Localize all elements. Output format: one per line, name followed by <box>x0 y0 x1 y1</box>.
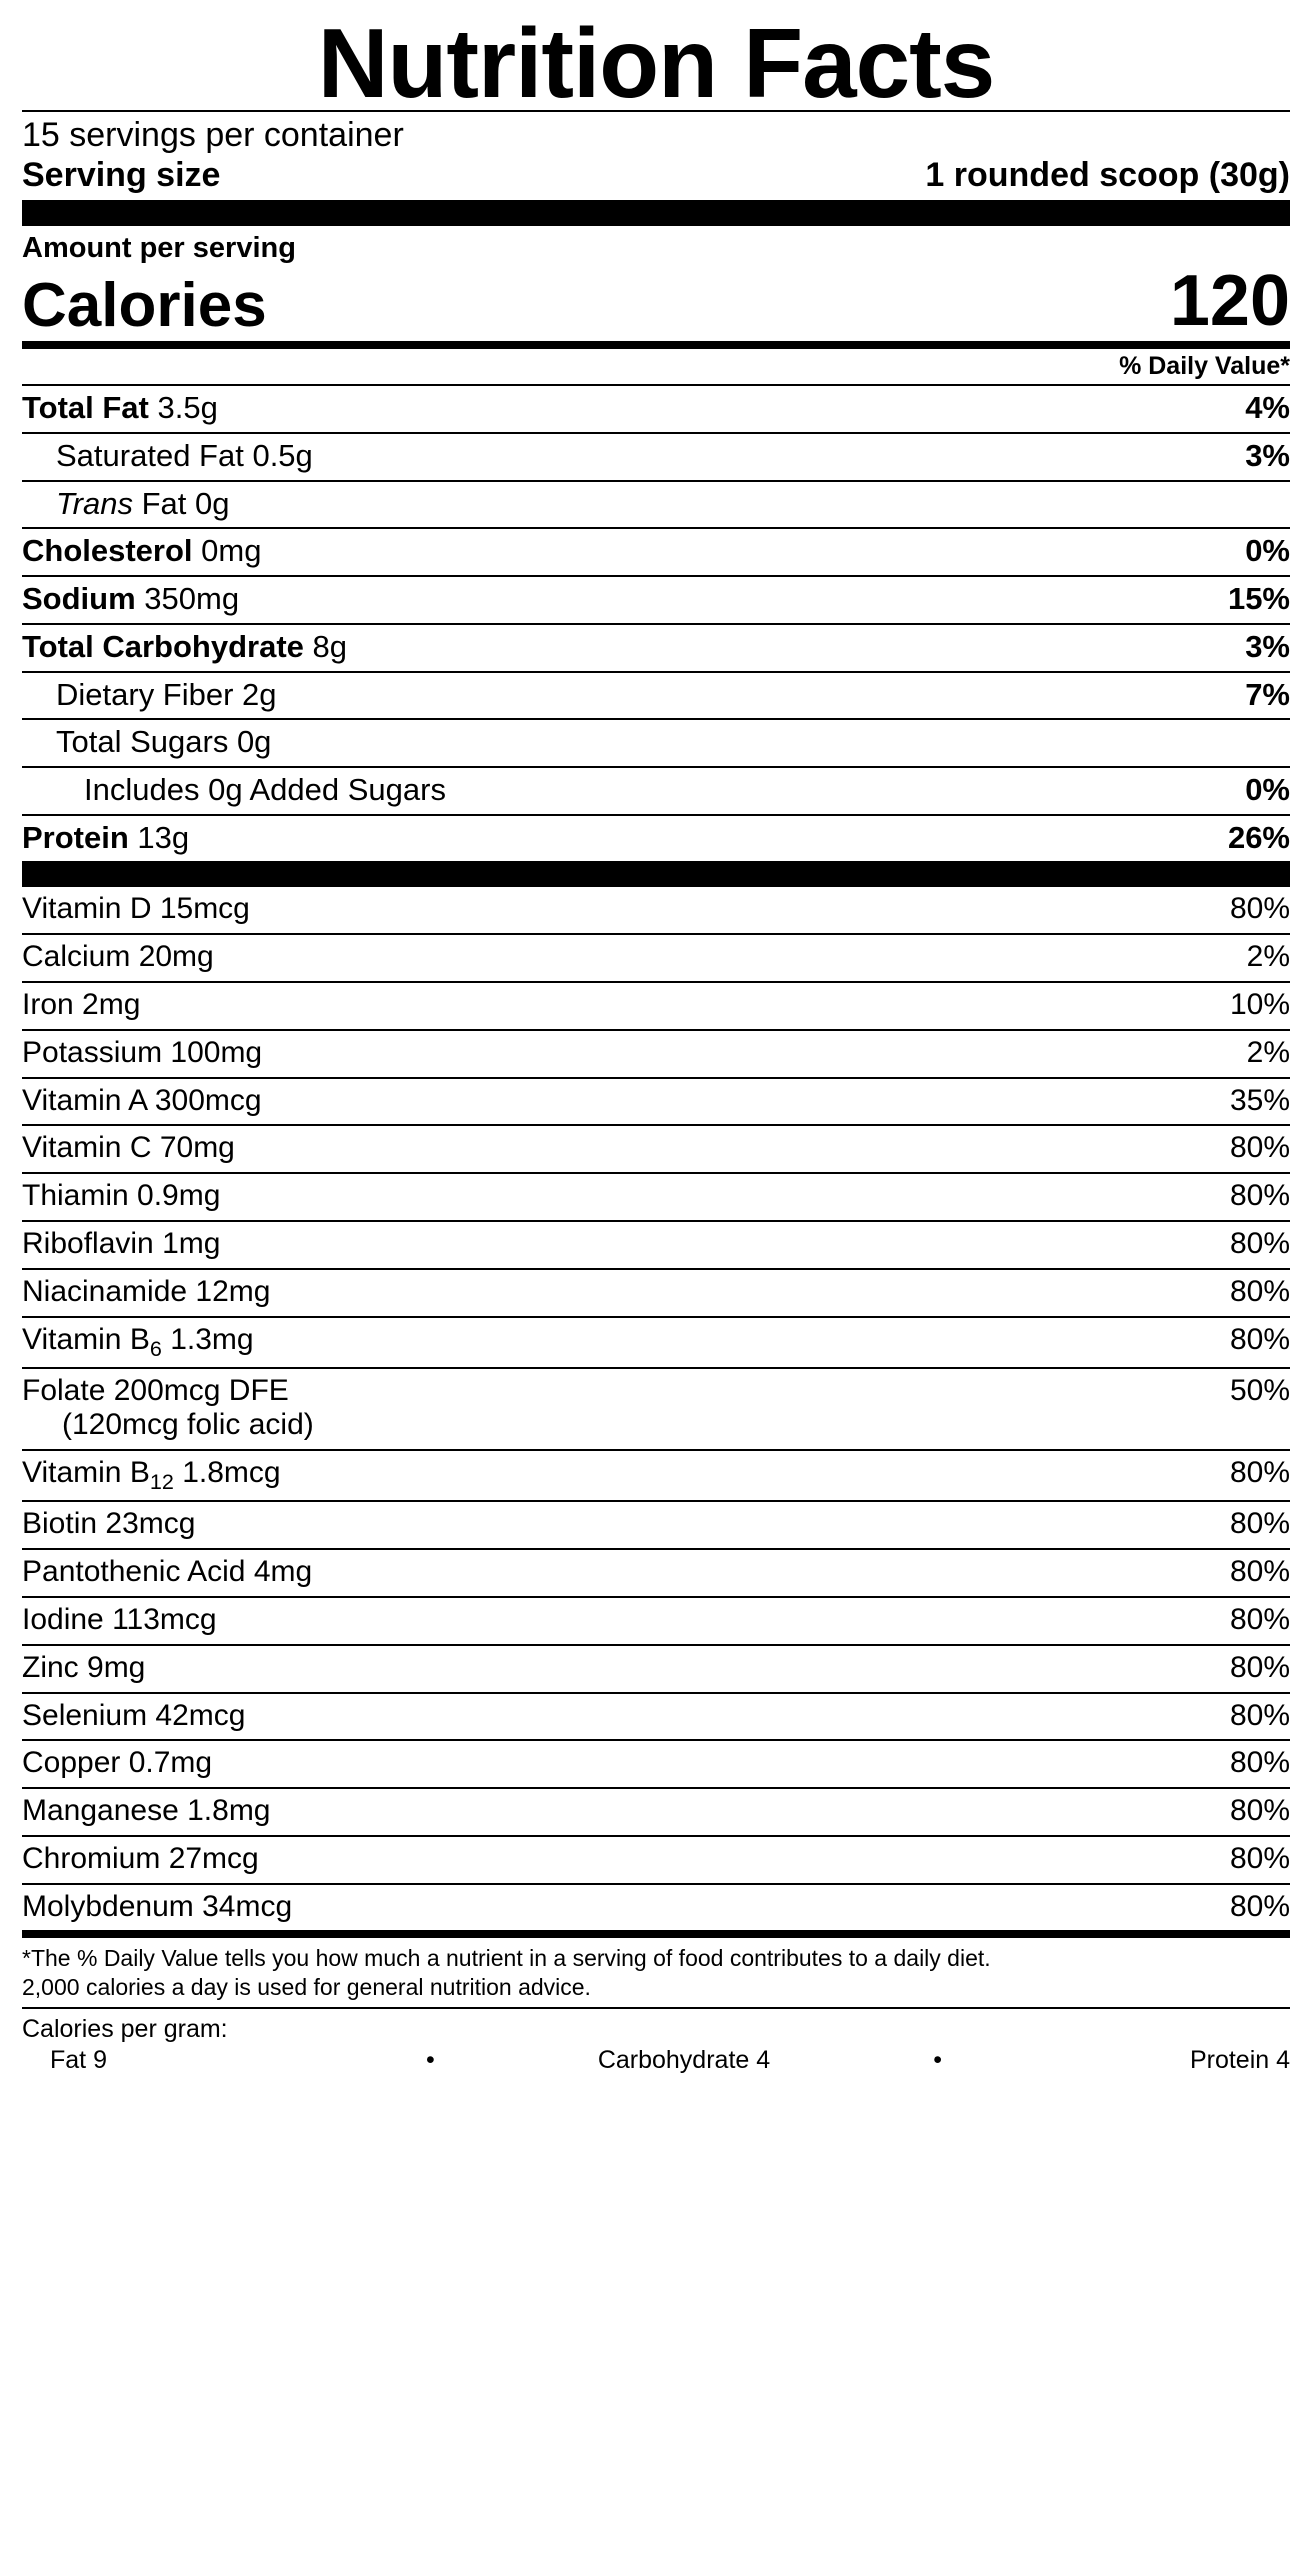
vitamin-daily-value: 80% <box>1229 1746 1290 1780</box>
serving-size-value: 1 rounded scoop (30g) <box>925 156 1290 195</box>
vitamin-row <box>22 1172 1290 1220</box>
nutrient-amount: 350mg <box>135 581 240 617</box>
vitamin-row <box>22 1268 1290 1316</box>
vitamin-amount: 1.8mcg <box>173 1456 281 1490</box>
nutrient-amount: 2g <box>233 676 277 712</box>
nutrient-label: Cholesterol <box>22 533 193 569</box>
nutrient-daily-value: 3% <box>1245 437 1290 473</box>
vitamin-label: Iodine 113mcg <box>22 1602 217 1636</box>
nutrient-name <box>22 773 456 808</box>
nutrient-daily-value: 0% <box>1245 533 1290 569</box>
calories-row <box>22 261 1290 342</box>
nutrient-row <box>22 575 1290 623</box>
nutrient-amount: 0g Added Sugars <box>199 772 446 808</box>
nutrient-row <box>22 432 1290 480</box>
vitamin-label: Molybdenum 34mcg <box>22 1889 293 1923</box>
vitamin-name <box>22 1275 270 1310</box>
cpg-separator-1: • <box>426 2046 435 2075</box>
vitamin-label: Thiamin 0.9mg <box>22 1179 221 1213</box>
nutrient-row <box>22 480 1290 528</box>
vitamin-daily-value: 80% <box>1229 1555 1290 1589</box>
divider-thick-under-protein <box>22 861 1290 887</box>
main-nutrient-list <box>22 384 1290 861</box>
vitamin-name <box>22 1794 271 1829</box>
vitamin-label: Calcium 20mg <box>22 940 214 974</box>
serving-size-row <box>22 156 1290 200</box>
nutrient-row <box>22 384 1290 432</box>
nutrient-label: Protein <box>22 819 129 855</box>
vitamin-daily-value: 80% <box>1229 1650 1290 1684</box>
vitamin-row <box>22 1367 1290 1450</box>
nutrient-row <box>22 623 1290 671</box>
vitamin-daily-value: 10% <box>1229 988 1290 1022</box>
vitamin-name <box>22 1651 145 1686</box>
nutrient-name <box>22 391 228 426</box>
nutrient-label: Total Fat <box>22 390 149 426</box>
page-title: Nutrition Facts <box>317 8 995 118</box>
nutrient-amount: 3.5g <box>148 390 218 426</box>
nutrient-daily-value: 26% <box>1227 819 1290 855</box>
vitamin-row <box>22 981 1290 1029</box>
nutrient-name <box>22 678 287 713</box>
vitamin-row <box>22 1449 1290 1500</box>
vitamin-daily-value: 35% <box>1229 1083 1290 1117</box>
vitamin-name <box>22 1227 220 1262</box>
vitamin-daily-value: 80% <box>1229 1456 1290 1490</box>
vitamin-row <box>22 1883 1290 1931</box>
vitamin-row <box>22 1548 1290 1596</box>
vitamin-name <box>22 1842 259 1877</box>
vitamin-daily-value: 2% <box>1246 940 1290 974</box>
servings-per-container: 15 servings per container <box>22 116 404 155</box>
vitamin-row <box>22 1500 1290 1548</box>
nutrient-daily-value: 0% <box>1245 772 1290 808</box>
divider-thick-top <box>22 200 1290 226</box>
vitamin-daily-value: 80% <box>1229 1274 1290 1308</box>
vitamin-daily-value: 80% <box>1229 1602 1290 1636</box>
vitamin-name <box>22 1323 254 1361</box>
vitamin-label: Vitamin D 15mcg <box>22 892 250 926</box>
vitamin-daily-value: 80% <box>1229 1227 1290 1261</box>
vitamin-name <box>22 988 140 1023</box>
vitamin-label: Biotin 23mcg <box>22 1507 196 1541</box>
amount-per-serving-label: Amount per serving <box>22 232 296 265</box>
calories-per-gram-row <box>22 2046 1290 2077</box>
vitamin-name <box>22 1084 262 1119</box>
nutrient-label: Includes <box>84 772 200 808</box>
vitamin-name <box>22 1890 292 1925</box>
vitamin-row <box>22 1316 1290 1367</box>
nutrient-name <box>22 821 199 856</box>
cpg-fat: Fat 9 <box>50 2046 107 2075</box>
vitamin-label: Vitamin C 70mg <box>22 1131 235 1165</box>
vitamin-label: Riboflavin 1mg <box>22 1227 221 1261</box>
nutrient-label: Dietary Fiber <box>56 676 234 712</box>
vitamin-name <box>22 940 214 975</box>
calories-label: Calories <box>22 271 267 341</box>
nutrient-row <box>22 814 1290 862</box>
vitamin-daily-value: 80% <box>1229 1794 1290 1828</box>
nutrient-label: Total Sugars <box>56 724 229 760</box>
vitamin-row <box>22 1029 1290 1077</box>
nutrient-name <box>22 534 271 569</box>
vitamin-mineral-list <box>22 887 1290 1930</box>
nutrient-row <box>22 671 1290 719</box>
vitamin-label: Vitamin A 300mcg <box>22 1083 262 1117</box>
vitamin-name <box>22 1179 220 1214</box>
nutrient-amount: 13g <box>128 819 190 855</box>
vitamin-amount: 1.3mg <box>161 1322 254 1356</box>
vitamin-daily-value: 80% <box>1229 1322 1290 1356</box>
vitamin-name <box>22 1555 312 1590</box>
footnote <box>22 1938 1290 2007</box>
divider-medium-under-calories <box>22 341 1290 349</box>
nutrient-label: Total Carbohydrate <box>22 628 304 664</box>
vitamin-name <box>22 892 250 927</box>
vitamin-daily-value: 80% <box>1229 1841 1290 1875</box>
vitamin-daily-value: 80% <box>1229 1507 1290 1541</box>
cpg-carbohydrate: Carbohydrate 4 <box>597 2046 771 2075</box>
vitamin-secondary-line: (120mcg folic acid) <box>62 1408 314 1442</box>
vitamin-row <box>22 1835 1290 1883</box>
vitamin-row <box>22 1787 1290 1835</box>
vitamin-row <box>22 887 1290 933</box>
nutrient-name <box>22 487 239 522</box>
vitamin-name <box>22 1603 217 1638</box>
vitamin-row <box>22 1596 1290 1644</box>
vitamin-label-subscript: 6 <box>149 1335 162 1361</box>
vitamin-row <box>22 933 1290 981</box>
vitamin-label: Copper 0.7mg <box>22 1746 213 1780</box>
vitamin-label-subscript: 12 <box>149 1469 174 1495</box>
vitamin-name <box>22 1131 235 1166</box>
vitamin-daily-value: 80% <box>1229 892 1290 926</box>
vitamin-daily-value: 50% <box>1229 1373 1290 1407</box>
daily-value-header: % Daily Value* <box>1119 352 1290 381</box>
vitamin-name <box>22 1456 281 1494</box>
nutrient-amount: 8g <box>303 628 348 664</box>
cpg-protein: Protein 4 <box>1189 2046 1290 2075</box>
vitamin-row <box>22 1739 1290 1787</box>
nutrient-label: Sodium <box>22 581 136 617</box>
vitamin-label: Niacinamide 12mg <box>22 1274 271 1308</box>
nutrient-label: Saturated Fat <box>56 437 244 473</box>
vitamin-label: Manganese 1.8mg <box>22 1794 271 1828</box>
vitamin-row <box>22 1124 1290 1172</box>
nutrient-daily-value: 3% <box>1245 628 1290 664</box>
vitamin-label-base: Vitamin B <box>22 1456 150 1490</box>
vitamin-daily-value: 80% <box>1229 1698 1290 1732</box>
nutrient-amount: 0g <box>228 724 272 760</box>
vitamin-label: Zinc 9mg <box>22 1650 146 1684</box>
vitamin-name <box>22 1746 212 1781</box>
nutrient-name <box>22 630 357 665</box>
vitamin-row <box>22 1692 1290 1740</box>
vitamin-row <box>22 1644 1290 1692</box>
vitamin-label: Selenium 42mcg <box>22 1698 246 1732</box>
nutrient-name <box>22 439 323 474</box>
footnote-line-2: 2,000 calories a day is used for general nutrition advice. <box>22 1974 591 2001</box>
vitamin-label: Folate 200mcg DFE <box>22 1373 289 1407</box>
vitamin-name <box>22 1507 195 1542</box>
vitamin-daily-value: 2% <box>1246 1035 1290 1069</box>
nutrient-label: Trans <box>56 485 133 521</box>
calories-value: 120 <box>1169 261 1290 342</box>
nutrient-name <box>22 582 249 617</box>
nutrient-row <box>22 718 1290 766</box>
cpg-separator-2: • <box>933 2046 942 2075</box>
vitamin-label: Iron 2mg <box>22 988 141 1022</box>
serving-size-label: Serving size <box>22 156 221 195</box>
vitamin-daily-value: 80% <box>1229 1179 1290 1213</box>
vitamin-row <box>22 1220 1290 1268</box>
nutrient-amount: Fat 0g <box>132 485 230 521</box>
vitamin-label: Potassium 100mg <box>22 1035 263 1069</box>
divider-medium-above-footnote <box>22 1930 1290 1938</box>
nutrient-daily-value: 15% <box>1227 581 1290 617</box>
vitamin-label: Pantothenic Acid 4mg <box>22 1555 313 1589</box>
nutrient-name <box>22 725 281 760</box>
vitamin-name <box>22 1699 245 1734</box>
vitamin-daily-value: 80% <box>1229 1889 1290 1923</box>
nutrient-row <box>22 766 1290 814</box>
nutrient-daily-value: 4% <box>1245 390 1290 426</box>
vitamin-label-base: Vitamin B <box>22 1322 150 1356</box>
vitamin-name <box>22 1374 314 1444</box>
vitamin-name <box>22 1036 262 1071</box>
footnote-line-1: *The % Daily Value tells you how much a nutrient in a serving of food contributes to a daily diet. <box>22 1945 991 1972</box>
nutrient-amount: 0mg <box>192 533 262 569</box>
vitamin-daily-value: 80% <box>1229 1131 1290 1165</box>
vitamin-label: Chromium 27mcg <box>22 1841 259 1875</box>
nutrient-row <box>22 527 1290 575</box>
nutrient-amount: 0.5g <box>243 437 313 473</box>
vitamin-row <box>22 1077 1290 1125</box>
calories-per-gram-title: Calories per gram: <box>22 2015 228 2044</box>
nutrient-daily-value: 7% <box>1245 676 1290 712</box>
